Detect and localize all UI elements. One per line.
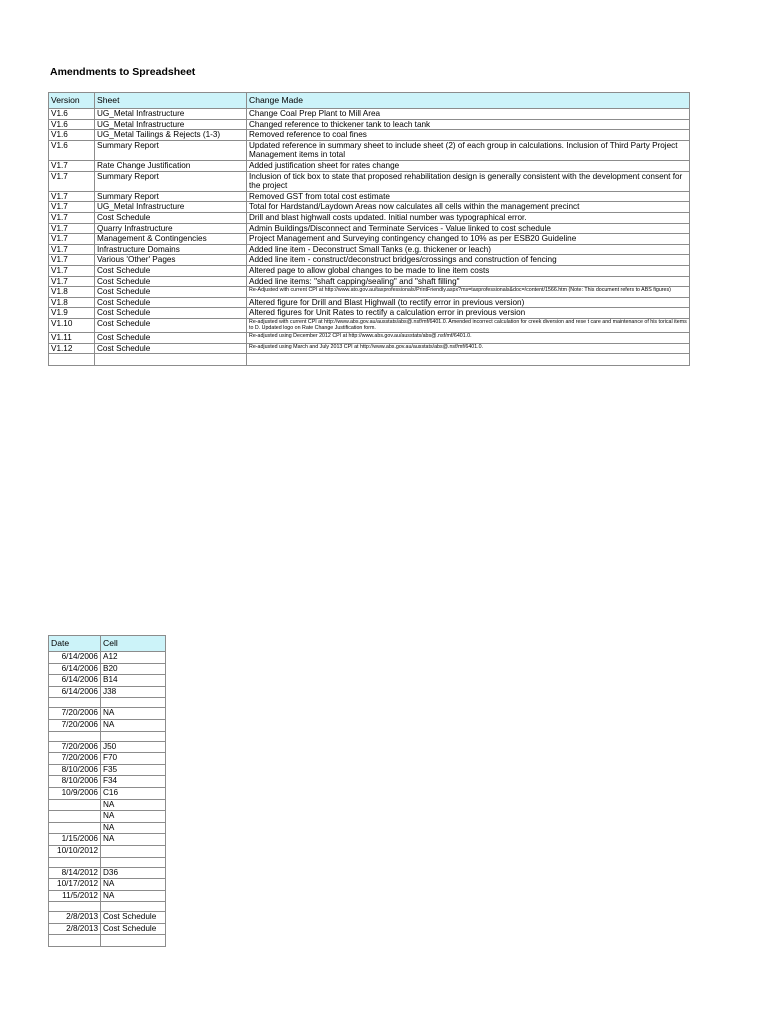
change-log-table <box>48 635 166 947</box>
log-cell-ref: D36 <box>101 867 166 879</box>
log-date-cell: 6/14/2006 <box>49 652 101 664</box>
amendment-change-cell: Changed reference to thickener tank to leach tank <box>247 119 690 130</box>
log-row <box>49 867 166 879</box>
amendment-row <box>49 212 690 223</box>
log-row <box>49 890 166 902</box>
amendment-version-cell: V1.7 <box>49 234 95 245</box>
log-row <box>49 811 166 823</box>
log-date-cell: 6/14/2006 <box>49 663 101 675</box>
log-date-cell: 6/14/2006 <box>49 686 101 698</box>
amendment-sheet-cell: Cost Schedule <box>95 212 247 223</box>
amendment-sheet-cell: UG_Metal Infrastructure <box>95 109 247 120</box>
amendment-row <box>49 318 690 332</box>
amendment-change-cell: Updated reference in summary sheet to include sheet (2) of each group in calculations. Inclusion of Third Party Project Management items in total <box>247 140 690 160</box>
log-date-cell: 1/15/2006 <box>49 834 101 846</box>
header-version: Version <box>49 93 95 109</box>
page-title: Amendments to Spreadsheet <box>50 66 196 78</box>
log-row <box>49 753 166 765</box>
amendment-version-cell: V1.8 <box>49 297 95 308</box>
log-cell-ref: NA <box>101 834 166 846</box>
log-cell-ref <box>101 698 166 708</box>
amendment-sheet-cell: Various 'Other' Pages <box>95 255 247 266</box>
amendment-sheet-cell: Management & Contingencies <box>95 234 247 245</box>
log-cell-ref <box>101 902 166 912</box>
header-change-made: Change Made <box>247 93 690 109</box>
log-cell-ref: NA <box>101 811 166 823</box>
amendment-version-cell: V1.7 <box>49 171 95 191</box>
amendment-row <box>49 265 690 276</box>
log-date-cell: 8/10/2006 <box>49 764 101 776</box>
amendment-change-cell: Re-Adjusted with current CPI at http://www.ato.gov.au/taxprofessionals/PrintFriendly.aspx?ms=taxprofessionals&doc=/content/1566.htm (Note: This document refers to ABS figures) <box>247 287 690 298</box>
amendment-row <box>49 140 690 160</box>
amendment-change-cell: Total for Hardstand/Laydown Areas now calculates all cells within the management precinct <box>247 202 690 213</box>
log-date-cell: 10/17/2012 <box>49 879 101 891</box>
amendment-version-cell: V1.7 <box>49 212 95 223</box>
amendment-sheet-cell: Summary Report <box>95 140 247 160</box>
amendment-sheet-cell: Rate Change Justification <box>95 160 247 171</box>
amendment-row <box>49 276 690 287</box>
amendment-sheet-cell: Cost Schedule <box>95 265 247 276</box>
empty-cell <box>49 354 95 366</box>
amendment-row-empty <box>49 354 690 366</box>
log-row <box>49 652 166 664</box>
log-cell-ref: B20 <box>101 663 166 675</box>
log-date-cell <box>49 935 101 947</box>
log-date-cell: 10/9/2006 <box>49 787 101 799</box>
amendment-change-cell: Change Coal Prep Plant to Mill Area <box>247 109 690 120</box>
log-date-cell: 7/20/2006 <box>49 741 101 753</box>
log-row <box>49 764 166 776</box>
log-header-row <box>49 636 166 652</box>
log-date-cell: 6/14/2006 <box>49 675 101 687</box>
log-cell-ref: A12 <box>101 652 166 664</box>
amendment-change-cell: Added justification sheet for rates change <box>247 160 690 171</box>
amendments-body <box>49 109 690 366</box>
log-cell-ref: NA <box>101 708 166 720</box>
header-date: Date <box>49 636 101 652</box>
log-row <box>49 857 166 867</box>
amendment-change-cell: Removed GST from total cost estimate <box>247 191 690 202</box>
amendment-version-cell: V1.8 <box>49 287 95 298</box>
amendment-row <box>49 223 690 234</box>
log-cell-ref: F34 <box>101 776 166 788</box>
log-cell-ref: J50 <box>101 741 166 753</box>
amendment-version-cell: V1.6 <box>49 140 95 160</box>
amendment-change-cell: Altered figures for Unit Rates to rectify a calculation error in previous version <box>247 308 690 319</box>
log-cell-ref: NA <box>101 890 166 902</box>
log-row <box>49 686 166 698</box>
log-cell-ref: Cost Schedule <box>101 923 166 935</box>
amendment-version-cell: V1.10 <box>49 318 95 332</box>
log-date-cell <box>49 822 101 834</box>
header-sheet: Sheet <box>95 93 247 109</box>
log-row <box>49 708 166 720</box>
amendment-change-cell: Inclusion of tick box to state that proposed rehabilitation design is generally consistent with the development consent for the project <box>247 171 690 191</box>
amendment-sheet-cell: UG_Metal Infrastructure <box>95 202 247 213</box>
amendment-sheet-cell: Cost Schedule <box>95 333 247 344</box>
log-cell-ref <box>101 857 166 867</box>
amendment-version-cell: V1.7 <box>49 244 95 255</box>
empty-cell <box>247 354 690 366</box>
amendment-row <box>49 109 690 120</box>
amendment-sheet-cell: Cost Schedule <box>95 276 247 287</box>
log-row <box>49 923 166 935</box>
amendment-version-cell: V1.9 <box>49 308 95 319</box>
log-cell-ref: J38 <box>101 686 166 698</box>
log-row <box>49 845 166 857</box>
amendment-change-cell: Re-adjusted with current CPI at http://www.abs.gov.au/ausstats/abs@.nsf/mf/6401.0. Amended incorrect calculation for creek diversion and rese t care and maintenance of his torical items to D. Updated logo on Rate Change Justification form. <box>247 318 690 332</box>
amendment-sheet-cell: Cost Schedule <box>95 308 247 319</box>
amendments-header-row <box>49 93 690 109</box>
amendment-sheet-cell: Quarry Infrastructure <box>95 223 247 234</box>
log-cell-ref: F70 <box>101 753 166 765</box>
amendment-row <box>49 343 690 354</box>
amendment-version-cell: V1.6 <box>49 109 95 120</box>
log-row <box>49 719 166 731</box>
log-row <box>49 912 166 924</box>
amendment-row <box>49 308 690 319</box>
log-date-cell: 7/20/2006 <box>49 719 101 731</box>
log-date-cell: 8/10/2006 <box>49 776 101 788</box>
log-row <box>49 902 166 912</box>
log-row <box>49 731 166 741</box>
log-cell-ref: C16 <box>101 787 166 799</box>
amendment-row <box>49 244 690 255</box>
log-date-cell <box>49 811 101 823</box>
amendment-version-cell: V1.7 <box>49 255 95 266</box>
log-cell-ref: Cost Schedule <box>101 912 166 924</box>
log-row <box>49 663 166 675</box>
log-date-cell <box>49 799 101 811</box>
empty-cell <box>95 354 247 366</box>
amendment-version-cell: V1.7 <box>49 265 95 276</box>
amendment-row <box>49 171 690 191</box>
amendment-version-cell: V1.6 <box>49 119 95 130</box>
log-date-cell: 8/14/2012 <box>49 867 101 879</box>
amendment-row <box>49 119 690 130</box>
amendment-version-cell: V1.7 <box>49 223 95 234</box>
log-cell-ref <box>101 731 166 741</box>
amendment-sheet-cell: Cost Schedule <box>95 287 247 298</box>
amendment-version-cell: V1.7 <box>49 191 95 202</box>
amendment-change-cell: Altered figure for Drill and Blast Highwall (to rectify error in previous version) <box>247 297 690 308</box>
amendment-row <box>49 255 690 266</box>
amendment-row <box>49 202 690 213</box>
amendment-row <box>49 287 690 298</box>
log-row <box>49 799 166 811</box>
amendment-version-cell: V1.7 <box>49 160 95 171</box>
amendment-sheet-cell: Summary Report <box>95 191 247 202</box>
amendment-row <box>49 130 690 141</box>
amendment-row <box>49 333 690 344</box>
amendment-sheet-cell: Cost Schedule <box>95 343 247 354</box>
amendment-version-cell: V1.7 <box>49 276 95 287</box>
log-date-cell <box>49 698 101 708</box>
amendment-change-cell: Removed reference to coal fines <box>247 130 690 141</box>
amendment-row <box>49 297 690 308</box>
log-date-cell <box>49 857 101 867</box>
amendment-change-cell: Project Management and Surveying contingency changed to 10% as per ESB20 Guideline <box>247 234 690 245</box>
log-row <box>49 698 166 708</box>
amendment-version-cell: V1.11 <box>49 333 95 344</box>
log-date-cell: 7/20/2006 <box>49 753 101 765</box>
log-row <box>49 935 166 947</box>
amendments-table <box>48 92 690 366</box>
amendment-change-cell: Altered page to allow global changes to be made to line item costs <box>247 265 690 276</box>
amendment-sheet-cell: UG_Metal Infrastructure <box>95 119 247 130</box>
log-date-cell: 7/20/2006 <box>49 708 101 720</box>
log-row <box>49 675 166 687</box>
log-row <box>49 834 166 846</box>
amendment-sheet-cell: UG_Metal Tailings & Rejects (1-3) <box>95 130 247 141</box>
amendment-change-cell: Added line item - construct/deconstruct bridges/crossings and construction of fencing <box>247 255 690 266</box>
amendment-version-cell: V1.12 <box>49 343 95 354</box>
log-cell-ref: B14 <box>101 675 166 687</box>
log-cell-ref: F35 <box>101 764 166 776</box>
amendment-sheet-cell: Summary Report <box>95 171 247 191</box>
amendment-change-cell: Added line item - Deconstruct Small Tanks (e.g. thickener or leach) <box>247 244 690 255</box>
log-date-cell: 10/10/2012 <box>49 845 101 857</box>
amendment-version-cell: V1.7 <box>49 202 95 213</box>
log-date-cell <box>49 731 101 741</box>
change-log-body <box>49 652 166 947</box>
amendment-sheet-cell: Cost Schedule <box>95 297 247 308</box>
amendment-sheet-cell: Cost Schedule <box>95 318 247 332</box>
amendment-change-cell: Re-adjusted using March and July 2013 CPI at http://www.abs.gov.au/ausstats/abs@.nsf/mf/6401.0. <box>247 343 690 354</box>
amendment-change-cell: Drill and blast highwall costs updated. Initial number was typographical error. <box>247 212 690 223</box>
log-cell-ref <box>101 845 166 857</box>
header-cell: Cell <box>101 636 166 652</box>
log-date-cell: 2/8/2013 <box>49 923 101 935</box>
log-cell-ref: NA <box>101 719 166 731</box>
log-row <box>49 776 166 788</box>
log-cell-ref: NA <box>101 822 166 834</box>
amendment-change-cell: Re-adjusted using December 2012 CPI at http://www.abs.gov.au/ausstats/abs@.nsf/mf/6401.0. <box>247 333 690 344</box>
log-row <box>49 879 166 891</box>
log-date-cell: 11/5/2012 <box>49 890 101 902</box>
amendment-change-cell: Added line items: "shaft capping/sealing" and "shaft filling" <box>247 276 690 287</box>
amendment-row <box>49 234 690 245</box>
amendment-sheet-cell: Infrastructure Domains <box>95 244 247 255</box>
log-cell-ref <box>101 935 166 947</box>
amendment-row <box>49 191 690 202</box>
log-cell-ref: NA <box>101 799 166 811</box>
amendment-row <box>49 160 690 171</box>
log-row <box>49 787 166 799</box>
log-date-cell: 2/8/2013 <box>49 912 101 924</box>
amendment-version-cell: V1.6 <box>49 130 95 141</box>
log-cell-ref: NA <box>101 879 166 891</box>
amendment-change-cell: Admin Buildings/Disconnect and Terminate Services - Value linked to cost schedule <box>247 223 690 234</box>
log-row <box>49 741 166 753</box>
log-date-cell <box>49 902 101 912</box>
log-row <box>49 822 166 834</box>
